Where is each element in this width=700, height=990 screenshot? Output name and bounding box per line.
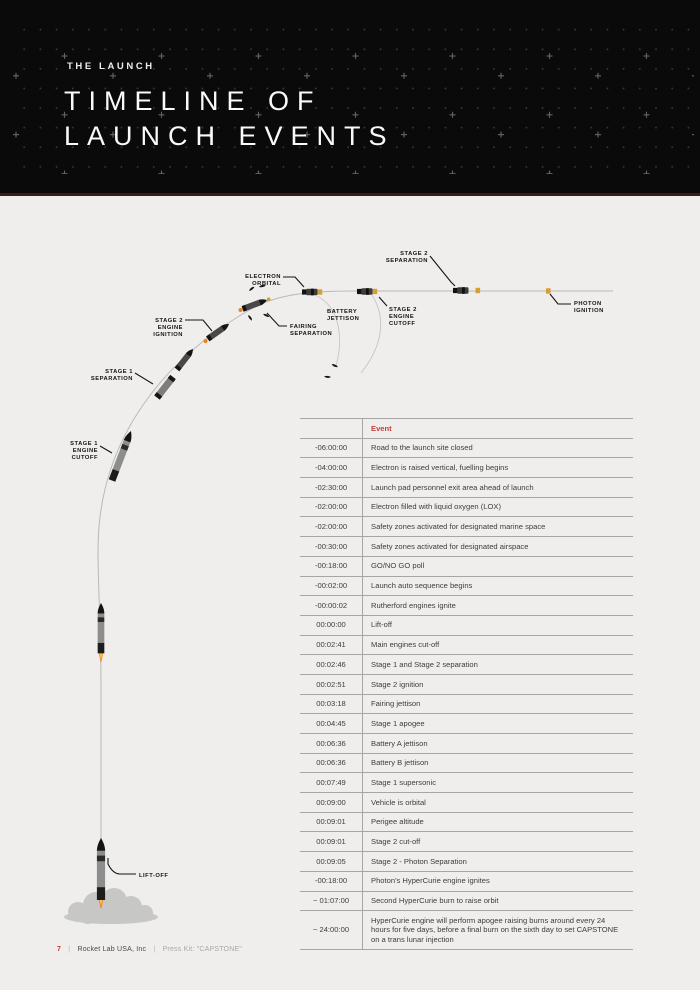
page-title-line1: TIMELINE OF	[64, 86, 322, 116]
table-row	[300, 714, 633, 734]
footer-divider: |	[153, 946, 156, 953]
event-time: 00:09:05	[316, 856, 346, 866]
event-time: -00:18:00	[314, 561, 348, 571]
event-description: Second HyperCurie burn to raise orbit	[363, 891, 634, 911]
table-row	[300, 478, 633, 498]
svg-text:JETTISON: JETTISON	[327, 316, 360, 322]
footer-divider: |	[68, 946, 71, 953]
event-description: Photon's HyperCurie engine ignites	[363, 871, 634, 891]
battery-debris-icon	[324, 376, 331, 379]
event-description: Main engines cut-off	[363, 635, 634, 655]
label-liftoff: LIFT-OFF	[139, 873, 169, 879]
label-stage1-engine-cutoff: STAGE 1	[70, 441, 98, 447]
photon-spacecraft-icon	[546, 288, 551, 293]
footer-company: Rocket Lab USA, Inc	[77, 946, 147, 953]
event-time: -04:00:00	[314, 462, 348, 472]
event-time: -00:00:02	[314, 600, 348, 610]
launch-pad-smoke	[64, 888, 158, 924]
label-stage2-engine-cutoff: STAGE 2	[389, 307, 417, 313]
label-electron-orbital: ELECTRON	[245, 274, 281, 280]
time-column-header	[300, 419, 363, 439]
svg-text:ENGINE: ENGINE	[389, 314, 415, 320]
table-row	[300, 635, 633, 655]
svg-text:CUTOFF: CUTOFF	[71, 455, 98, 461]
hero-header	[0, 0, 700, 196]
event-description: Stage 1 apogee	[363, 714, 634, 734]
event-time: ~ 01:07:00	[312, 896, 350, 906]
event-time: -06:00:00	[314, 443, 348, 453]
svg-text:SEPARATION: SEPARATION	[385, 258, 428, 264]
event-time: 00:02:41	[316, 640, 346, 650]
label-battery-jettison: BATTERY	[327, 309, 358, 315]
table-row	[300, 773, 633, 793]
page-number: 7	[57, 946, 62, 953]
events-table-container	[300, 418, 633, 950]
launch-events-table	[300, 418, 633, 950]
svg-text:SEPARATION: SEPARATION	[290, 331, 333, 337]
section-eyebrow: THE LAUNCH	[67, 61, 155, 72]
table-row	[300, 674, 633, 694]
event-description: Stage 1 and Stage 2 separation	[363, 655, 634, 675]
event-description: Fairing jettison	[363, 694, 634, 714]
svg-text:CUTOFF: CUTOFF	[389, 321, 416, 327]
event-time: -02:30:00	[314, 482, 348, 492]
event-time: -02:00:00	[314, 502, 348, 512]
label-stage2-separation: STAGE 2	[400, 251, 428, 257]
table-row	[300, 891, 633, 911]
table-row	[300, 497, 633, 517]
fairing-separation-icons	[239, 284, 271, 321]
table-row	[300, 793, 633, 813]
table-row	[300, 832, 633, 852]
event-time: 00:00:00	[316, 620, 346, 630]
event-time: 00:02:46	[316, 659, 346, 669]
label-stage1-separation: STAGE 1	[105, 369, 133, 375]
event-description: Stage 2 ignition	[363, 674, 634, 694]
table-row	[300, 458, 633, 478]
table-row	[300, 911, 633, 950]
event-description: Battery B jettison	[363, 753, 634, 773]
event-time: 00:07:49	[316, 777, 346, 787]
footer-document-title: Press Kit: "CAPSTONE"	[162, 946, 243, 953]
event-time: 00:02:51	[316, 679, 346, 689]
event-description: Stage 1 supersonic	[363, 773, 634, 793]
label-photon-ignition: PHOTON	[574, 301, 602, 307]
event-time: -00:02:00	[314, 581, 348, 591]
svg-text:ORBITAL: ORBITAL	[252, 281, 281, 287]
svg-text:ENGINE: ENGINE	[72, 448, 98, 454]
label-fairing-separation: FAIRING	[290, 324, 318, 330]
table-row	[300, 537, 633, 557]
table-row	[300, 596, 633, 616]
event-description: Launch auto sequence begins	[363, 576, 634, 596]
event-time: 00:09:01	[316, 837, 346, 847]
event-description: Vehicle is orbital	[363, 793, 634, 813]
table-row	[300, 852, 633, 872]
table-row	[300, 615, 633, 635]
page-footer	[57, 946, 242, 953]
table-header-row	[300, 419, 633, 439]
event-description: Electron is raised vertical, fuelling begins	[363, 458, 634, 478]
page-title	[64, 84, 395, 154]
event-description: Stage 2 - Photon Separation	[363, 852, 634, 872]
event-time: 00:04:45	[316, 718, 346, 728]
event-description: Rutherford engines ignite	[363, 596, 634, 616]
table-row	[300, 655, 633, 675]
table-row	[300, 517, 633, 537]
table-row	[300, 576, 633, 596]
event-description: Perigee altitude	[363, 812, 634, 832]
page-title-line2: LAUNCH EVENTS	[64, 121, 395, 151]
ascending-rocket-icon	[98, 603, 105, 663]
event-description: Launch pad personnel exit area ahead of launch	[363, 478, 634, 498]
event-description: Stage 2 cut-off	[363, 832, 634, 852]
content-area	[0, 196, 700, 990]
event-description: Road to the launch site closed	[363, 438, 634, 458]
event-description: Battery A jettison	[363, 734, 634, 754]
event-time: 00:06:36	[316, 738, 346, 748]
event-column-header: Event	[363, 419, 634, 439]
table-row	[300, 812, 633, 832]
liftoff-rocket-icon	[97, 838, 105, 909]
events-table-body	[300, 438, 633, 949]
svg-text:SEPARATION: SEPARATION	[90, 376, 133, 382]
event-time: 00:09:01	[316, 817, 346, 827]
svg-text:IGNITION: IGNITION	[574, 308, 604, 314]
table-row	[300, 871, 633, 891]
label-stage2-engine-ignition: STAGE 2	[155, 318, 183, 324]
stage1-cutoff-rocket-icon	[109, 430, 135, 482]
table-row	[300, 734, 633, 754]
event-time: -00:30:00	[314, 541, 348, 551]
event-time: -00:18:00	[314, 876, 348, 886]
event-time: ~ 24:00:00	[312, 925, 350, 935]
event-description: Safety zones activated for designated marine space	[363, 517, 634, 537]
stage2-separation-vehicle-icon	[453, 287, 480, 294]
event-description: Lift-off	[363, 615, 634, 635]
table-row	[300, 694, 633, 714]
stage2-cutoff-vehicle-icon	[357, 288, 377, 295]
electron-orbital-vehicle-icon	[302, 289, 322, 296]
stage1-separation-icons	[154, 347, 195, 399]
svg-text:IGNITION: IGNITION	[153, 332, 183, 338]
event-time: -02:00:00	[314, 522, 348, 532]
event-description: GO/NO GO poll	[363, 556, 634, 576]
event-time: 00:06:36	[316, 758, 346, 768]
table-row	[300, 556, 633, 576]
table-row	[300, 753, 633, 773]
event-description: HyperCurie engine will perform apogee raising burns around every 24 hours for five days, before a final burn on the sixth day to set CAPSTONE on a trans lunar injection	[363, 911, 634, 950]
event-time: 00:03:18	[316, 699, 346, 709]
event-description: Electron filled with liquid oxygen (LOX)	[363, 497, 634, 517]
event-time: 00:09:00	[316, 797, 346, 807]
table-row	[300, 438, 633, 458]
battery-debris-icon	[331, 363, 338, 368]
event-description: Safety zones activated for designated airspace	[363, 537, 634, 557]
svg-text:ENGINE: ENGINE	[157, 325, 183, 331]
